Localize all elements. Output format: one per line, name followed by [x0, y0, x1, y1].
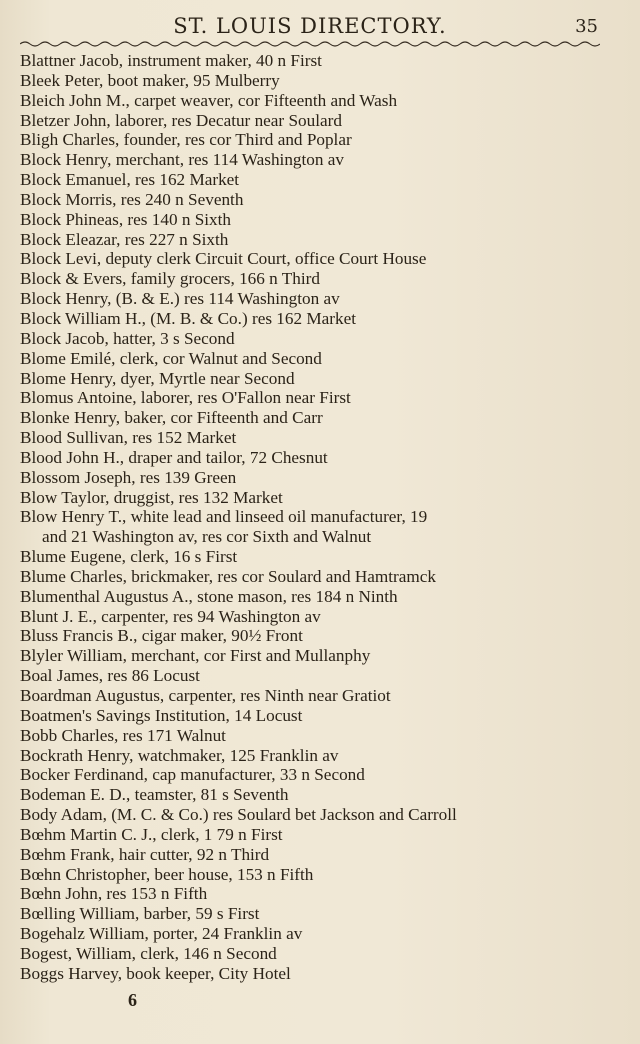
- directory-entry: Bleek Peter, boot maker, 95 Mulberry: [20, 70, 280, 90]
- directory-entry: Boatmen's Savings Institution, 14 Locust: [20, 705, 303, 725]
- directory-entry: Blunt J. E., carpenter, res 94 Washington av: [20, 606, 321, 626]
- directory-entry: Bocker Ferdinand, cap manufacturer, 33 n Second: [20, 765, 365, 785]
- directory-entry: Block Emanuel, res 162 Market: [20, 170, 240, 190]
- directory-entry: Blow Taylor, druggist, res 132 Market: [20, 487, 283, 507]
- directory-entry: Blonke Henry, baker, cor Fifteenth and Carr: [20, 408, 323, 428]
- directory-entry: Boal James, res 86 Locust: [20, 666, 200, 686]
- directory-entries: [20, 51, 610, 984]
- directory-entry: Blattner Jacob, instrument maker, 40 n First: [20, 51, 322, 70]
- signature-mark: 6: [128, 990, 137, 1010]
- directory-entry: Bodeman E. D., teamster, 81 s Seventh: [20, 785, 289, 805]
- directory-entry: Bockrath Henry, watchmaker, 125 Franklin av: [20, 745, 339, 765]
- directory-entry: Bogest, William, clerk, 146 n Second: [20, 943, 277, 963]
- directory-entry: Blossom Joseph, res 139 Green: [20, 467, 237, 487]
- directory-entry: Blome Emilé, clerk, cor Walnut and Second: [20, 348, 322, 368]
- directory-entry: Blood Sullivan, res 152 Market: [20, 428, 237, 448]
- directory-entry: Block William H., (M. B. & Co.) res 162 Market: [20, 308, 357, 328]
- directory-entry: Bœhn Christopher, beer house, 153 n Fifth: [20, 864, 314, 884]
- directory-entry: Blood John H., draper and tailor, 72 Chesnut: [20, 447, 328, 467]
- directory-entry: Blume Charles, brickmaker, res cor Soulard and Hamtramck: [20, 566, 436, 586]
- directory-entry: Bletzer John, laborer, res Decatur near Soulard: [20, 110, 342, 130]
- directory-entry: Bœlling William, barber, 59 s First: [20, 904, 260, 924]
- directory-entry: Blumenthal Augustus A., stone mason, res 184 n Ninth: [20, 586, 398, 606]
- directory-entry: Bleich John M., carpet weaver, cor Fifteenth and Wash: [20, 90, 398, 110]
- page-number: 35: [575, 16, 598, 37]
- directory-entry: Body Adam, (M. C. & Co.) res Soulard bet Jackson and Carroll: [20, 805, 457, 825]
- page-header: [0, 8, 640, 38]
- directory-entry: and 21 Washington av, res cor Sixth and Walnut: [42, 527, 372, 547]
- directory-entry: Bobb Charles, res 171 Walnut: [20, 725, 226, 745]
- directory-entry: Blomus Antoine, laborer, res O'Fallon near First: [20, 388, 351, 408]
- directory-entry: Bœhm Martin C. J., clerk, 1 79 n First: [20, 824, 283, 844]
- directory-entry: Blow Henry T., white lead and linseed oil manufacturer, 19: [20, 507, 428, 527]
- directory-entry: Boardman Augustus, carpenter, res Ninth near Gratiot: [20, 686, 391, 705]
- page-title: ST. LOUIS DIRECTORY.: [173, 14, 447, 38]
- directory-entry: Block Morris, res 240 n Seventh: [20, 189, 244, 209]
- directory-entry: Block Henry, merchant, res 114 Washington av: [20, 150, 344, 170]
- directory-entry: Block Levi, deputy clerk Circuit Court, office Court House: [20, 249, 427, 269]
- directory-entry: Bœhm Frank, hair cutter, 92 n Third: [20, 844, 270, 864]
- directory-entry: Blome Henry, dyer, Myrtle near Second: [20, 368, 295, 388]
- directory-entry: Bluss Francis B., cigar maker, 90½ Front: [20, 626, 303, 646]
- directory-entry: Bœhn John, res 153 n Fifth: [20, 884, 208, 904]
- directory-entry: Blume Eugene, clerk, 16 s First: [20, 547, 238, 567]
- directory-entry: Block Jacob, hatter, 3 s Second: [20, 328, 235, 348]
- directory-entry: Bligh Charles, founder, res cor Third and Poplar: [20, 130, 352, 150]
- directory-entry: Block Henry, (B. & E.) res 114 Washington av: [20, 289, 340, 309]
- directory-entry: Block & Evers, family grocers, 166 n Third: [20, 269, 320, 289]
- directory-entry: Block Phineas, res 140 n Sixth: [20, 209, 232, 229]
- directory-entry: Block Eleazar, res 227 n Sixth: [20, 229, 229, 249]
- directory-entry: Blyler William, merchant, cor First and Mullanphy: [20, 646, 371, 666]
- directory-entry: Boggs Harvey, book keeper, City Hotel: [20, 963, 291, 983]
- directory-entry: Bogehalz William, porter, 24 Franklin av: [20, 924, 303, 944]
- header-wavy-rule: [20, 40, 600, 48]
